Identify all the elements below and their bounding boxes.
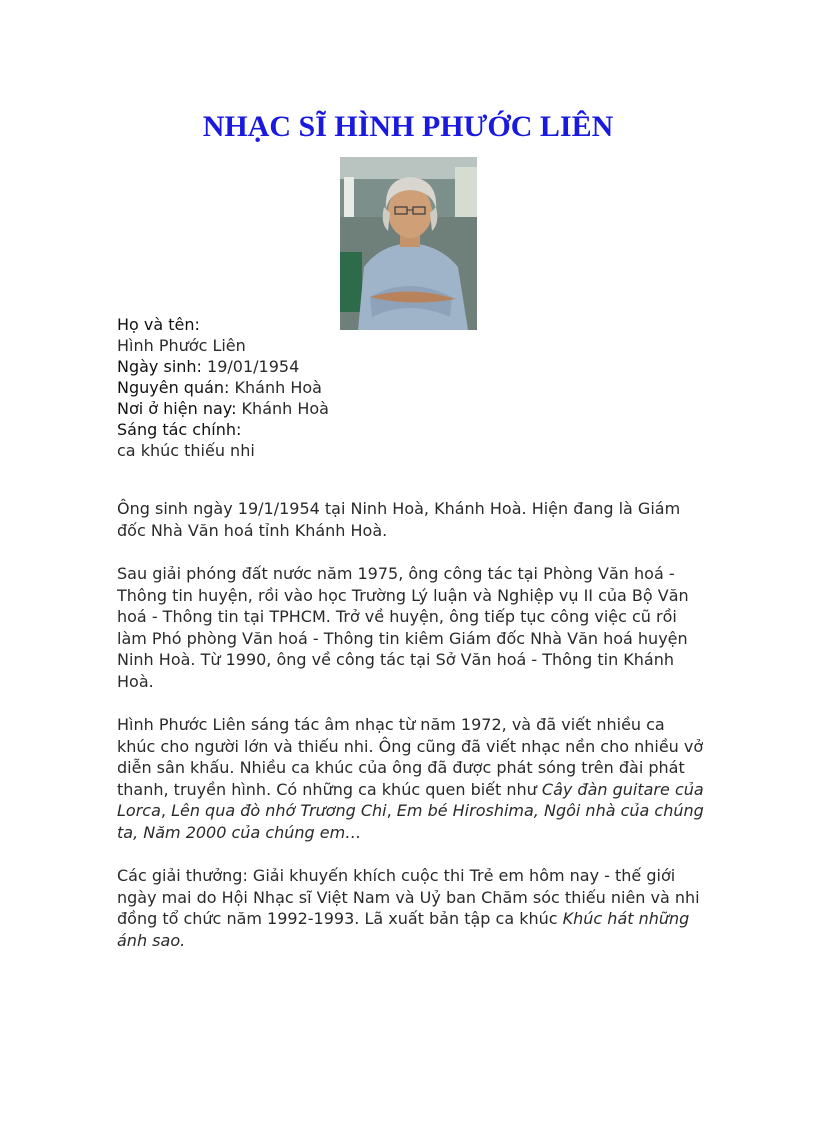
- origin-value: Khánh Hoà: [229, 378, 322, 397]
- song-title-2: Lên qua đò nhớ Trương Chi: [171, 801, 387, 820]
- residence-value: Khánh Hoà: [236, 399, 329, 418]
- birth-value: 19/01/1954: [201, 357, 300, 376]
- separator-1: ,: [160, 801, 172, 820]
- biography-paragraph-3: [117, 714, 707, 843]
- song-titles-more: Em bé Hiroshima, Ngôi nhà của chúng ta, Năm 2000 của chúng em…: [117, 801, 704, 842]
- birth-label: Ngày sinh:: [117, 357, 202, 376]
- portrait-photo: [340, 157, 477, 330]
- separator-2: ,: [386, 801, 397, 820]
- biography: [117, 498, 707, 973]
- name-value: Hình Phước Liên: [117, 336, 246, 355]
- origin-label: Nguyên quán:: [117, 378, 230, 397]
- biography-paragraph-4: [117, 865, 707, 951]
- works-value: ca khúc thiếu nhi: [117, 441, 255, 460]
- residence-label: Nơi ở hiện nay:: [117, 399, 237, 418]
- biography-paragraph-2: Sau giải phóng đất nước năm 1975, ông công tác tại Phòng Văn hoá - Thông tin huyện, rồi vào học Trường Lý luận và Nghiệp vụ II của Bộ Văn hoá - Thông tin tại TPHCM. Trở về huyện, ông tiếp tục công việc cũ rồi làm Phó phòng Văn hoá - Thông tin kiêm Giám đốc Nhà Văn hoá huyện Ninh Hoà. Từ 1990, ông về công tác tại Sở Văn hoá - Thông tin Khánh Hoà.: [117, 564, 689, 691]
- works-label: Sáng tác chính:: [117, 420, 242, 439]
- paragraph-4-text: Các giải thưởng: Giải khuyến khích cuộc thi Trẻ em hôm nay - thế giới ngày mai do Hội Nhạc sĩ Việt Nam và Uỷ ban Chăm sóc thiếu niên và nhi đồng tổ chức năm 1992-1993. Lã xuất bản tập ca khúc: [117, 866, 700, 928]
- page-title: NHẠC SĨ HÌNH PHƯỚC LIÊN: [202, 110, 614, 143]
- profile-info: [117, 314, 329, 461]
- name-label: Họ và tên:: [117, 315, 200, 334]
- album-title: Khúc hát những ánh sao.: [117, 909, 690, 950]
- biography-paragraph-1: Ông sinh ngày 19/1/1954 tại Ninh Hoà, Khánh Hoà. Hiện đang là Giám đốc Nhà Văn hoá tỉnh Khánh Hoà.: [117, 499, 681, 540]
- song-title-1: Cây đàn guitare của Lorca: [117, 779, 704, 820]
- paragraph-3-text: Hình Phước Liên sáng tác âm nhạc từ năm 1972, và đã viết nhiều ca khúc cho người lớn và thiếu nhi. Ông cũng đã viết nhạc nền cho nhiều vở diễn sân khấu. Nhiều ca khúc của ông đã được phát sóng trên đài phát thanh, truyền hình. Có những ca khúc quen biết như: [117, 715, 704, 799]
